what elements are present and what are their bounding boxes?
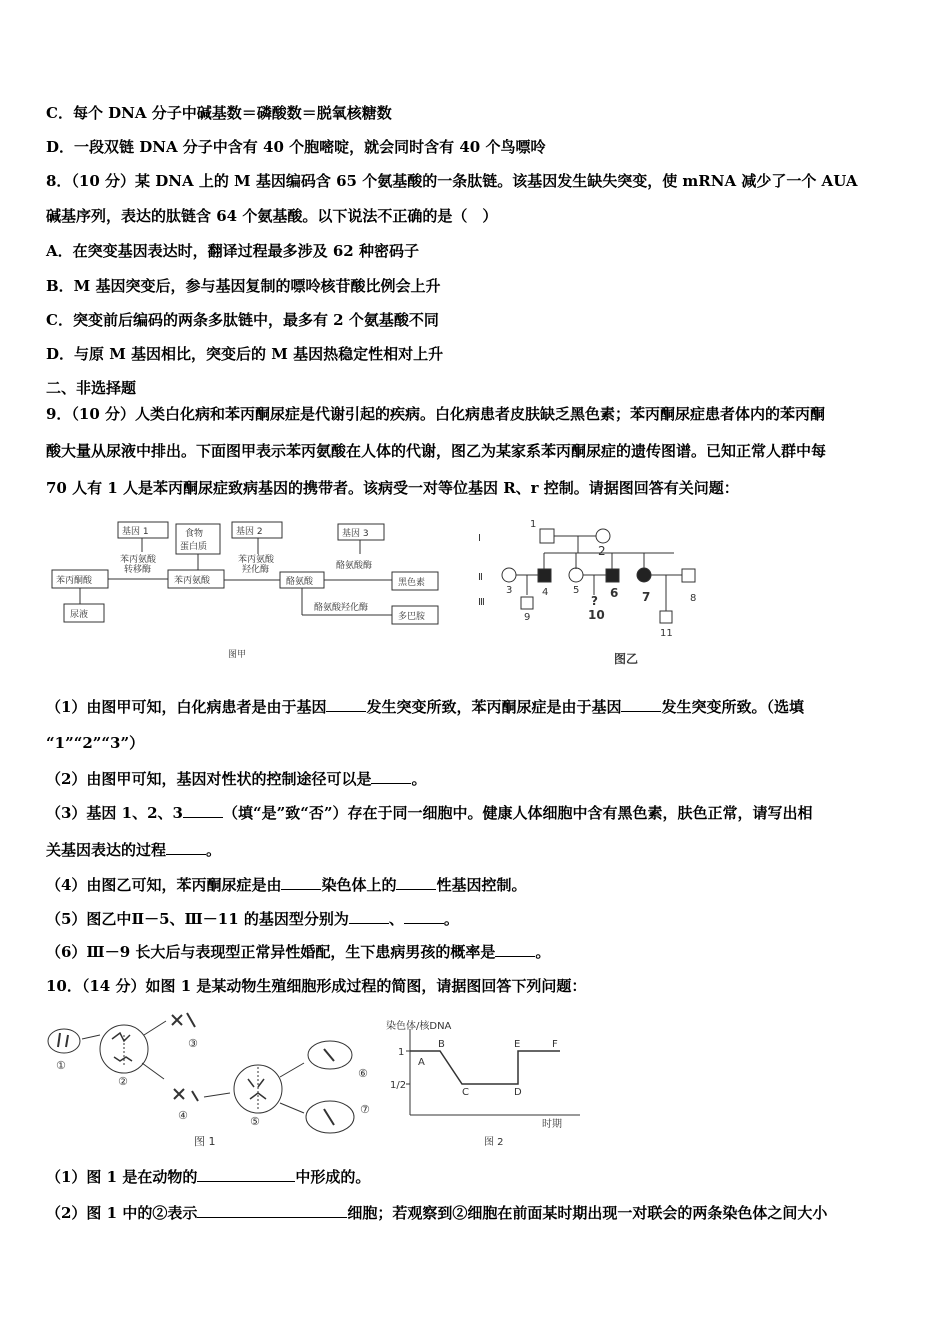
option-a-q8: A．在突变基因表达时，翻译过程最多涉及 62 种密码子	[46, 242, 419, 260]
individual-11-label: 11	[660, 628, 673, 639]
y-axis-label: 染色体/核DNA	[386, 1021, 452, 1032]
enzyme-tyrosine-hydroxylase: 酪氨酸羟化酶	[314, 603, 369, 613]
stage-3-label: ③	[188, 1037, 198, 1050]
y-tick-half: 1/2	[390, 1080, 407, 1091]
q9-part2: （2）由图甲可知，基因对性状的控制途径可以是 。	[46, 770, 427, 788]
option-c-q7: C．每个 DNA 分子中碱基数＝磷酸数＝脱氧核糖数	[46, 104, 392, 122]
point-c: C	[462, 1087, 469, 1098]
individual-6-label: 6	[610, 586, 619, 600]
urine-label: 尿液	[70, 610, 89, 620]
figure-yi-pedigree	[470, 505, 710, 675]
stage-7-label: ⑦	[360, 1103, 370, 1116]
stage-4-label: ④	[178, 1109, 188, 1122]
option-c-q8: C．突变前后编码的两条多肽链中，最多有 2 个氨基酸不同	[46, 311, 439, 329]
individual-8-label: 8	[690, 593, 697, 604]
question-9-stem-1: 9．（10 分）人类白化病和苯丙酮尿症是代谢引起的疾病。白化病患者皮肤缺乏黑色素；苯丙酮尿症患者体内的苯丙酮	[46, 405, 826, 423]
stage-6-label: ⑥	[358, 1067, 368, 1080]
q9-part1-cont: “1”“2”“3”）	[46, 734, 145, 752]
enzyme-hydroxylase-2: 羟化酶	[242, 565, 270, 575]
question-10-stem: 10．（14 分）如图 1 是某动物生殖细胞形成过程的简图，请据图回答下列问题：	[46, 977, 587, 995]
tyrosine-label: 酪氨酸	[286, 577, 314, 587]
option-b-q8: B．M 基因突变后，参与基因复制的嘌呤核苷酸比例会上升	[46, 277, 441, 295]
question-8-stem-2: 碱基序列，表达的肽链含 64 个氨基酸。以下说法不正确的是（ ）	[46, 207, 498, 225]
q10-part2: （2）图 1 中的②表示 细胞；若观察到②细胞在前面某时期出现一对联会的两条染色体之间大小	[46, 1204, 828, 1222]
point-b: B	[438, 1039, 445, 1050]
point-a: A	[418, 1057, 425, 1068]
q9-part4: （4）由图乙可知，苯丙酮尿症是由 染色体上的 性基因控制。	[46, 876, 527, 894]
figure-jia	[40, 512, 470, 672]
gene-1-label: 基因 1	[122, 527, 149, 537]
q9-part3-cont: 关基因表达的过程 。	[46, 841, 222, 859]
gene-3-label: 基因 3	[342, 529, 369, 539]
point-e: E	[514, 1039, 521, 1050]
food-label: 食物	[185, 529, 204, 539]
figure-1-caption: 图 1	[194, 1135, 216, 1148]
q9-part6: （6）Ⅲ－9 长大后与表现型正常异性婚配，生下患病男孩的概率是 。	[46, 943, 551, 961]
question-8-stem-1: 8．（10 分）某 DNA 上的 M 基因编码含 65 个氨基酸的一条肽链。该基因发生缺失突变，使 mRNA 减少了一个 AUA	[46, 172, 858, 190]
enzyme-tyrosinase: 酪氨酸酶	[336, 561, 373, 571]
x-axis-label: 时期	[542, 1119, 562, 1130]
figure-jia-caption: 图甲	[228, 650, 247, 660]
individual-1-label: 1	[530, 519, 537, 530]
phenylpyruvate-label: 苯丙酮酸	[56, 576, 93, 586]
melanin-label: 黑色素	[398, 578, 426, 588]
question-9-stem-2: 酸大量从尿液中排出。下面图甲表示苯丙氨酸在人体的代谢，图乙为某家系苯丙酮尿症的遗传图谱。已知正常人群中每	[46, 442, 827, 460]
individual-2-label: 2	[598, 544, 606, 558]
individual-9-label: 9	[524, 612, 531, 623]
dopamine-label: 多巴胺	[398, 612, 426, 622]
point-f: F	[552, 1039, 558, 1050]
generation-2-label: Ⅱ	[478, 572, 483, 583]
figure-2-caption: 图 2	[484, 1137, 504, 1148]
y-tick-1: 1	[398, 1047, 405, 1058]
phenylalanine-label: 苯丙氨酸	[174, 576, 211, 586]
section-heading: 二、非选择题	[46, 379, 137, 397]
figure-1-meiosis	[42, 1005, 382, 1155]
gene-2-label: 基因 2	[236, 527, 263, 537]
individual-7-label: 7	[642, 590, 651, 604]
stage-1-label: ①	[56, 1059, 66, 1072]
enzyme-hydroxylase-1: 苯丙氨酸	[238, 555, 275, 565]
q10-part1: （1）图 1 是在动物的 中形成的。	[46, 1168, 371, 1186]
protein-label: 蛋白质	[180, 542, 208, 552]
point-d: D	[514, 1087, 522, 1098]
individual-5-label: 5	[573, 585, 580, 596]
q9-part1: （1）由图甲可知，白化病患者是由于基因 发生突变所致，苯丙酮尿症是由于基因 发生突变所致。（选填	[46, 698, 804, 716]
option-d-q7: D．一段双链 DNA 分子中含有 40 个胞嘧啶，就会同时含有 40 个鸟嘌呤	[46, 138, 546, 156]
enzyme-transferase-1: 苯丙氨酸	[120, 555, 157, 565]
individual-3-label: 3	[506, 585, 513, 596]
q9-part3: （3）基因 1、2、3 （填“是”致“否”）存在于同一细胞中。健康人体细胞中含有黑色素，肤色正常，请写出相	[46, 804, 813, 822]
question-9-stem-3: 70 人有 1 人是苯丙酮尿症致病基因的携带者。该病受一对等位基因 R、r 控制。请据图回答有关问题：	[46, 479, 739, 497]
generation-3-label: Ⅲ	[478, 597, 485, 608]
stage-5-label: ⑤	[250, 1115, 260, 1128]
q9-part5: （5）图乙中Ⅱ－5、Ⅲ－11 的基因型分别为 、 。	[46, 910, 459, 928]
figure-yi-caption: 图乙	[614, 652, 639, 666]
individual-10-label: 10	[588, 608, 605, 622]
generation-1-label: Ⅰ	[478, 533, 481, 544]
enzyme-transferase-2: 转移酶	[124, 565, 152, 575]
figure-2-ratio-graph	[380, 1015, 600, 1150]
stage-2-label: ②	[118, 1075, 128, 1088]
individual-4-label: 4	[542, 587, 549, 598]
unknown-symbol: ?	[591, 594, 598, 608]
option-d-q8: D．与原 M 基因相比，突变后的 M 基因热稳定性相对上升	[46, 345, 444, 363]
